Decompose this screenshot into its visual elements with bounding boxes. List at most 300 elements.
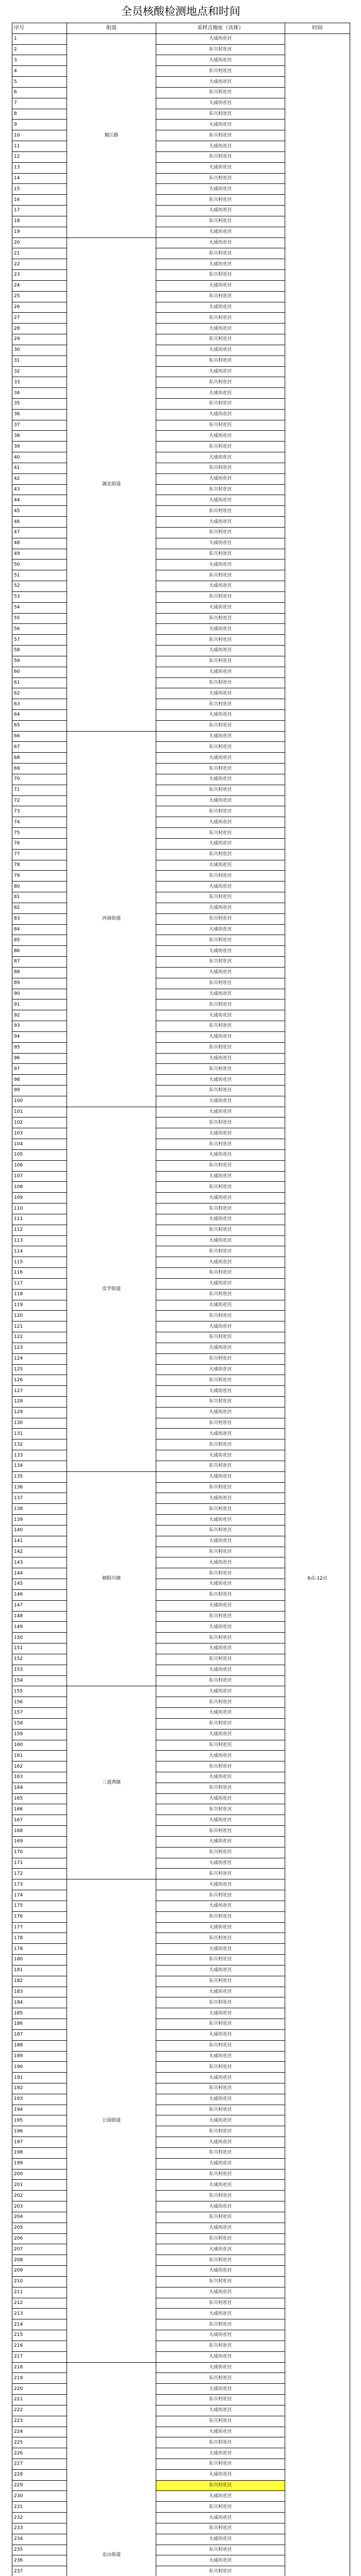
row-number: 31 [12, 355, 67, 366]
site-cell: 大成坊社区 [156, 2008, 285, 2019]
row-number: 214 [12, 2319, 67, 2330]
site-cell: 大成坊社区 [156, 345, 285, 355]
row-number: 203 [12, 2201, 67, 2212]
site-cell: 大成坊社区 [156, 1557, 285, 1568]
site-cell: 东兴村社区 [156, 2147, 285, 2158]
site-cell: 大成坊社区 [156, 1107, 285, 1117]
row-number: 168 [12, 1826, 67, 1837]
row-number: 76 [12, 838, 67, 849]
street-cell: 北山街道 [67, 2362, 156, 2576]
site-cell: 大成坊社区 [156, 1407, 285, 1418]
row-number: 131 [12, 1429, 67, 1439]
site-cell: 大成坊社区 [156, 2384, 285, 2395]
table-header-row [12, 23, 350, 34]
site-cell: 大成坊社区 [156, 324, 285, 334]
site-cell: 大成坊社区 [156, 731, 285, 742]
site-cell: 东兴村社区 [156, 2191, 285, 2201]
row-number: 11 [12, 141, 67, 152]
row-number: 236 [12, 2555, 67, 2566]
site-cell: 大成坊社区 [156, 280, 285, 291]
row-number: 77 [12, 849, 67, 860]
row-number: 93 [12, 1021, 67, 1032]
site-cell: 大成坊社区 [156, 1643, 285, 1654]
row-number: 231 [12, 2502, 67, 2513]
site-cell: 东兴村社区 [156, 2298, 285, 2309]
row-number: 68 [12, 753, 67, 764]
site-cell: 大成坊社区 [156, 710, 285, 721]
row-number: 75 [12, 828, 67, 839]
row-number: 94 [12, 1031, 67, 1042]
site-cell: 东兴村社区 [156, 1675, 285, 1686]
row-number: 166 [12, 1804, 67, 1815]
site-cell: 东兴村社区 [156, 270, 285, 281]
site-cell: 东兴村社区 [156, 957, 285, 968]
street-cell: 皮学街道 [67, 1107, 156, 1471]
site-cell: 东兴村社区 [156, 2212, 285, 2223]
site-cell: 东兴村社区 [156, 1997, 285, 2008]
site-cell: 东兴村社区 [156, 1826, 285, 1837]
row-number: 167 [12, 1815, 67, 1826]
row-number: 222 [12, 2405, 67, 2416]
row-number: 192 [12, 2083, 67, 2094]
site-cell: 东兴村社区 [156, 785, 285, 795]
site-cell: 大成坊社区 [156, 1665, 285, 1675]
row-number: 87 [12, 957, 67, 968]
site-cell: 东兴村社区 [156, 442, 285, 452]
row-number: 161 [12, 1751, 67, 1761]
site-cell: 东兴村社区 [156, 2040, 285, 2051]
row-number: 159 [12, 1729, 67, 1740]
row-number: 165 [12, 1793, 67, 1804]
row-number: 194 [12, 2105, 67, 2115]
row-number: 9 [12, 120, 67, 130]
row-number: 103 [12, 1128, 67, 1139]
row-number: 19 [12, 227, 67, 238]
row-number: 152 [12, 1654, 67, 1665]
site-cell: 东兴村社区 [156, 87, 285, 98]
site-cell: 东兴村社区 [156, 849, 285, 860]
site-cell: 大成坊社区 [156, 1793, 285, 1804]
row-number: 148 [12, 1611, 67, 1622]
site-cell: 大成坊社区 [156, 1321, 285, 1332]
site-cell: 大成坊社区 [156, 1450, 285, 1461]
site-cell: 东兴村社区 [156, 871, 285, 882]
site-cell: 东兴村社区 [156, 1525, 285, 1536]
row-number: 58 [12, 646, 67, 656]
row-number: 124 [12, 1353, 67, 1364]
site-cell: 东兴村社区 [156, 613, 285, 624]
row-number: 120 [12, 1311, 67, 1321]
row-number: 1 [12, 33, 67, 44]
row-number: 64 [12, 710, 67, 721]
site-cell: 大成坊社区 [156, 1922, 285, 1933]
street-cell: 三道湾镇 [67, 1686, 156, 1879]
site-cell: 大成坊社区 [156, 2244, 285, 2255]
row-number: 79 [12, 871, 67, 882]
site-cell: 东兴村社区 [156, 484, 285, 495]
site-cell: 大成坊社区 [156, 903, 285, 913]
site-cell: 东兴村社区 [156, 2276, 285, 2287]
row-number: 107 [12, 1171, 67, 1182]
site-cell: 东兴村社区 [156, 1654, 285, 1665]
site-cell: 大成坊社区 [156, 1031, 285, 1042]
row-number: 117 [12, 1278, 67, 1289]
site-cell: 大成坊社区 [156, 1965, 285, 1976]
row-number: 182 [12, 1976, 67, 1987]
row-number: 206 [12, 2233, 67, 2244]
site-cell: 东兴村社区 [156, 2566, 285, 2576]
row-number: 116 [12, 1268, 67, 1279]
row-number: 108 [12, 1182, 67, 1193]
site-cell: 大成坊社区 [156, 184, 285, 195]
row-number: 100 [12, 1096, 67, 1107]
site-cell: 东兴村社区 [156, 1042, 285, 1053]
site-cell: 东兴村社区 [156, 1890, 285, 1901]
site-cell: 大成坊社区 [156, 1214, 285, 1225]
row-number: 105 [12, 1149, 67, 1160]
row-number: 175 [12, 1901, 67, 1911]
row-number: 104 [12, 1139, 67, 1150]
site-cell: 大成坊社区 [156, 120, 285, 130]
site-cell: 大成坊社区 [156, 388, 285, 399]
site-cell: 大成坊社区 [156, 162, 285, 173]
row-number: 221 [12, 2395, 67, 2405]
row-number: 162 [12, 1761, 67, 1772]
site-cell: 东兴村社区 [156, 570, 285, 581]
site-cell: 大成坊社区 [156, 1579, 285, 1590]
row-number: 50 [12, 560, 67, 570]
site-cell: 东兴村社区 [156, 151, 285, 162]
site-cell: 东兴村社区 [156, 109, 285, 120]
row-number: 207 [12, 2244, 67, 2255]
row-number: 122 [12, 1332, 67, 1343]
site-cell: 大成坊社区 [156, 2469, 285, 2480]
row-number: 234 [12, 2534, 67, 2545]
row-number: 55 [12, 613, 67, 624]
site-cell: 东兴村社区 [156, 1633, 285, 1643]
row-number: 71 [12, 785, 67, 795]
site-cell: 东兴村社区 [156, 764, 285, 774]
row-number: 63 [12, 699, 67, 710]
row-number: 135 [12, 1471, 67, 1482]
site-cell: 东兴村社区 [156, 44, 285, 55]
row-number: 13 [12, 162, 67, 173]
row-number: 23 [12, 270, 67, 281]
site-cell: 东兴村社区 [156, 1353, 285, 1364]
site-cell: 大成坊社区 [156, 1708, 285, 1719]
row-number: 106 [12, 1160, 67, 1171]
site-cell: 大成坊社区 [156, 1772, 285, 1783]
row-number: 70 [12, 774, 67, 785]
row-number: 102 [12, 1117, 67, 1128]
row-number: 229 [12, 2480, 67, 2491]
site-cell: 东兴村社区 [156, 291, 285, 302]
site-cell: 大成坊社区 [156, 2201, 285, 2212]
site-cell: 东兴村社区 [156, 1611, 285, 1622]
page-title: 全员核酸检测地点和时间 [121, 5, 240, 18]
row-number: 198 [12, 2147, 67, 2158]
row-number: 126 [12, 1375, 67, 1386]
row-number: 163 [12, 1772, 67, 1783]
row-number: 173 [12, 1879, 67, 1890]
site-cell: 大成坊社区 [156, 1075, 285, 1086]
row-number: 101 [12, 1107, 67, 1117]
site-cell: 大成坊社区 [156, 1515, 285, 1526]
row-number: 180 [12, 1955, 67, 1965]
row-number: 78 [12, 860, 67, 871]
site-cell: 大成坊社区 [156, 1944, 285, 1955]
row-number: 223 [12, 2416, 67, 2427]
row-number: 172 [12, 1869, 67, 1879]
row-number: 95 [12, 1042, 67, 1053]
row-number: 237 [12, 2566, 67, 2576]
site-cell: 大成坊社区 [156, 238, 285, 248]
site-cell: 大成坊社区 [156, 1364, 285, 1375]
row-number: 8 [12, 109, 67, 120]
row-number: 6 [12, 87, 67, 98]
site-cell: 东兴村社区 [156, 2373, 285, 2384]
row-number: 33 [12, 377, 67, 388]
site-cell: 大成坊社区 [156, 55, 285, 66]
row-number: 230 [12, 2491, 67, 2502]
site-cell: 大成坊社区 [156, 1386, 285, 1397]
row-number: 20 [12, 238, 67, 248]
row-number: 38 [12, 431, 67, 442]
site-cell: 东兴村社区 [156, 398, 285, 409]
header-time: 时间 [285, 23, 350, 34]
site-cell: 大成坊社区 [156, 753, 285, 764]
row-number: 219 [12, 2373, 67, 2384]
row-number: 73 [12, 806, 67, 817]
row-number: 232 [12, 2513, 67, 2523]
site-cell: 东兴村社区 [156, 699, 285, 710]
row-number: 157 [12, 1708, 67, 1719]
row-number: 205 [12, 2223, 67, 2233]
row-number: 125 [12, 1364, 67, 1375]
site-cell: 东兴村社区 [156, 66, 285, 77]
row-number: 211 [12, 2287, 67, 2298]
site-cell: 大成坊社区 [156, 77, 285, 88]
row-number: 12 [12, 151, 67, 162]
site-cell: 大成坊社区 [156, 1429, 285, 1439]
site-cell: 大成坊社区 [156, 924, 285, 935]
row-number: 74 [12, 817, 67, 828]
row-number: 46 [12, 517, 67, 528]
row-number: 171 [12, 1858, 67, 1869]
site-cell: 东兴村社区 [156, 1064, 285, 1075]
row-number: 27 [12, 313, 67, 324]
row-number: 29 [12, 334, 67, 345]
site-cell: 东兴村社区 [156, 1418, 285, 1429]
row-number: 179 [12, 1944, 67, 1955]
row-number: 7 [12, 98, 67, 109]
row-number: 82 [12, 903, 67, 913]
site-cell: 大成坊社区 [156, 1536, 285, 1547]
site-cell: 东兴村社区 [156, 2105, 285, 2115]
row-number: 191 [12, 2073, 67, 2083]
site-cell: 东兴村社区 [156, 2480, 285, 2491]
site-cell: 东兴村社区 [156, 1933, 285, 1944]
site-cell: 东兴村社区 [156, 1160, 285, 1171]
site-cell: 大成坊社区 [156, 2491, 285, 2502]
site-cell: 东兴村社区 [156, 2062, 285, 2073]
site-cell: 东兴村社区 [156, 195, 285, 206]
site-cell: 大成坊社区 [156, 1493, 285, 1504]
site-cell: 东兴村社区 [156, 216, 285, 227]
site-cell: 东兴村社区 [156, 1117, 285, 1128]
row-number: 147 [12, 1600, 67, 1611]
row-number: 208 [12, 2255, 67, 2266]
row-number: 138 [12, 1504, 67, 1515]
row-number: 22 [12, 259, 67, 270]
site-cell: 大成坊社区 [156, 2351, 285, 2362]
site-cell: 东兴村社区 [156, 463, 285, 473]
row-number: 32 [12, 366, 67, 377]
row-number: 2 [12, 44, 67, 55]
table-body [12, 23, 350, 2576]
site-cell: 东兴村社区 [156, 591, 285, 602]
site-cell: 东兴村社区 [156, 1976, 285, 1987]
row-number: 10 [12, 130, 67, 141]
row-number: 83 [12, 913, 67, 924]
row-number: 28 [12, 324, 67, 334]
site-cell: 大成坊社区 [156, 259, 285, 270]
row-number: 25 [12, 291, 67, 302]
site-cell: 东兴村社区 [156, 978, 285, 989]
row-number: 51 [12, 570, 67, 581]
site-cell: 大成坊社区 [156, 1879, 285, 1890]
site-cell: 大成坊社区 [156, 2223, 285, 2233]
row-number: 217 [12, 2351, 67, 2362]
site-cell: 大成坊社区 [156, 646, 285, 656]
row-number: 199 [12, 2158, 67, 2169]
site-cell: 大成坊社区 [156, 602, 285, 613]
site-cell: 大成坊社区 [156, 1729, 285, 1740]
site-cell: 东兴村社区 [156, 355, 285, 366]
row-number: 202 [12, 2191, 67, 2201]
row-number: 193 [12, 2094, 67, 2105]
site-cell: 东兴村社区 [156, 1311, 285, 1321]
row-number: 176 [12, 1911, 67, 1922]
row-number: 114 [12, 1246, 67, 1257]
row-number: 204 [12, 2212, 67, 2223]
header-street: 街道 [67, 23, 156, 34]
header-site: 采样点地址（具体） [156, 23, 285, 34]
street-cell: 河南街道 [67, 731, 156, 1107]
site-cell: 东兴村社区 [156, 1397, 285, 1408]
row-number: 184 [12, 1997, 67, 2008]
site-cell: 东兴村社区 [156, 1268, 285, 1279]
row-number: 134 [12, 1461, 67, 1471]
street-cell: 湖北街道 [67, 238, 156, 731]
site-cell: 东兴村社区 [156, 2233, 285, 2244]
row-number: 89 [12, 978, 67, 989]
site-cell: 东兴村社区 [156, 742, 285, 753]
row-number: 5 [12, 77, 67, 88]
row-number: 88 [12, 967, 67, 978]
row-number: 18 [12, 216, 67, 227]
site-cell: 东兴村社区 [156, 1804, 285, 1815]
row-number: 177 [12, 1922, 67, 1933]
row-number: 115 [12, 1257, 67, 1268]
row-number: 123 [12, 1343, 67, 1353]
site-cell: 大成坊社区 [156, 227, 285, 238]
site-cell: 东兴村社区 [156, 2459, 285, 2469]
row-number: 212 [12, 2298, 67, 2309]
row-number: 118 [12, 1289, 67, 1300]
row-number: 186 [12, 2019, 67, 2030]
table-row [12, 33, 350, 44]
row-number: 201 [12, 2180, 67, 2191]
site-cell: 东兴村社区 [156, 1289, 285, 1300]
site-cell: 东兴村社区 [156, 635, 285, 646]
site-cell: 东兴村社区 [156, 1955, 285, 1965]
row-number: 190 [12, 2062, 67, 2073]
site-cell: 东兴村社区 [156, 1568, 285, 1579]
row-number: 158 [12, 1718, 67, 1729]
site-cell: 大成坊社区 [156, 473, 285, 484]
site-cell: 东兴村社区 [156, 334, 285, 345]
site-cell: 东兴村社区 [156, 892, 285, 903]
site-cell: 东兴村社区 [156, 313, 285, 324]
site-cell: 东兴村社区 [156, 1021, 285, 1032]
row-number: 156 [12, 1697, 67, 1708]
site-cell: 大成坊社区 [156, 795, 285, 806]
site-cell: 大成坊社区 [156, 581, 285, 592]
row-number: 146 [12, 1589, 67, 1600]
site-cell: 大成坊社区 [156, 495, 285, 506]
site-cell: 大成坊社区 [156, 2534, 285, 2545]
row-number: 133 [12, 1450, 67, 1461]
row-number: 66 [12, 731, 67, 742]
site-cell: 东兴村社区 [156, 2502, 285, 2513]
row-number: 197 [12, 2137, 67, 2148]
row-number: 67 [12, 742, 67, 753]
row-number: 42 [12, 473, 67, 484]
site-cell: 东兴村社区 [156, 248, 285, 259]
site-cell: 大成坊社区 [156, 2073, 285, 2083]
site-cell: 大成坊社区 [156, 517, 285, 528]
row-number: 37 [12, 420, 67, 431]
site-cell: 东兴村社区 [156, 2019, 285, 2030]
site-cell: 东兴村社区 [156, 913, 285, 924]
site-cell: 大成坊社区 [156, 1010, 285, 1021]
row-number: 142 [12, 1547, 67, 1557]
row-number: 44 [12, 495, 67, 506]
site-cell: 东兴村社区 [156, 1911, 285, 1922]
row-number: 84 [12, 924, 67, 935]
site-cell: 大成坊社区 [156, 2330, 285, 2341]
site-cell: 大成坊社区 [156, 1751, 285, 1761]
row-number: 130 [12, 1418, 67, 1429]
time-cell: 6点-12点 [285, 33, 350, 2576]
site-cell: 大成坊社区 [156, 2448, 285, 2459]
site-cell: 大成坊社区 [156, 1815, 285, 1826]
row-number: 3 [12, 55, 67, 66]
row-number: 69 [12, 764, 67, 774]
site-cell: 东兴村社区 [156, 2126, 285, 2137]
row-number: 220 [12, 2384, 67, 2395]
row-number: 140 [12, 1525, 67, 1536]
site-cell: 东兴村社区 [156, 377, 285, 388]
site-cell: 大成坊社区 [156, 1128, 285, 1139]
site-cell: 东兴村社区 [156, 1697, 285, 1708]
row-number: 153 [12, 1665, 67, 1675]
row-number: 96 [12, 1053, 67, 1064]
site-cell: 大成坊社区 [156, 431, 285, 442]
site-cell: 大成坊社区 [156, 1858, 285, 1869]
row-number: 185 [12, 2008, 67, 2019]
